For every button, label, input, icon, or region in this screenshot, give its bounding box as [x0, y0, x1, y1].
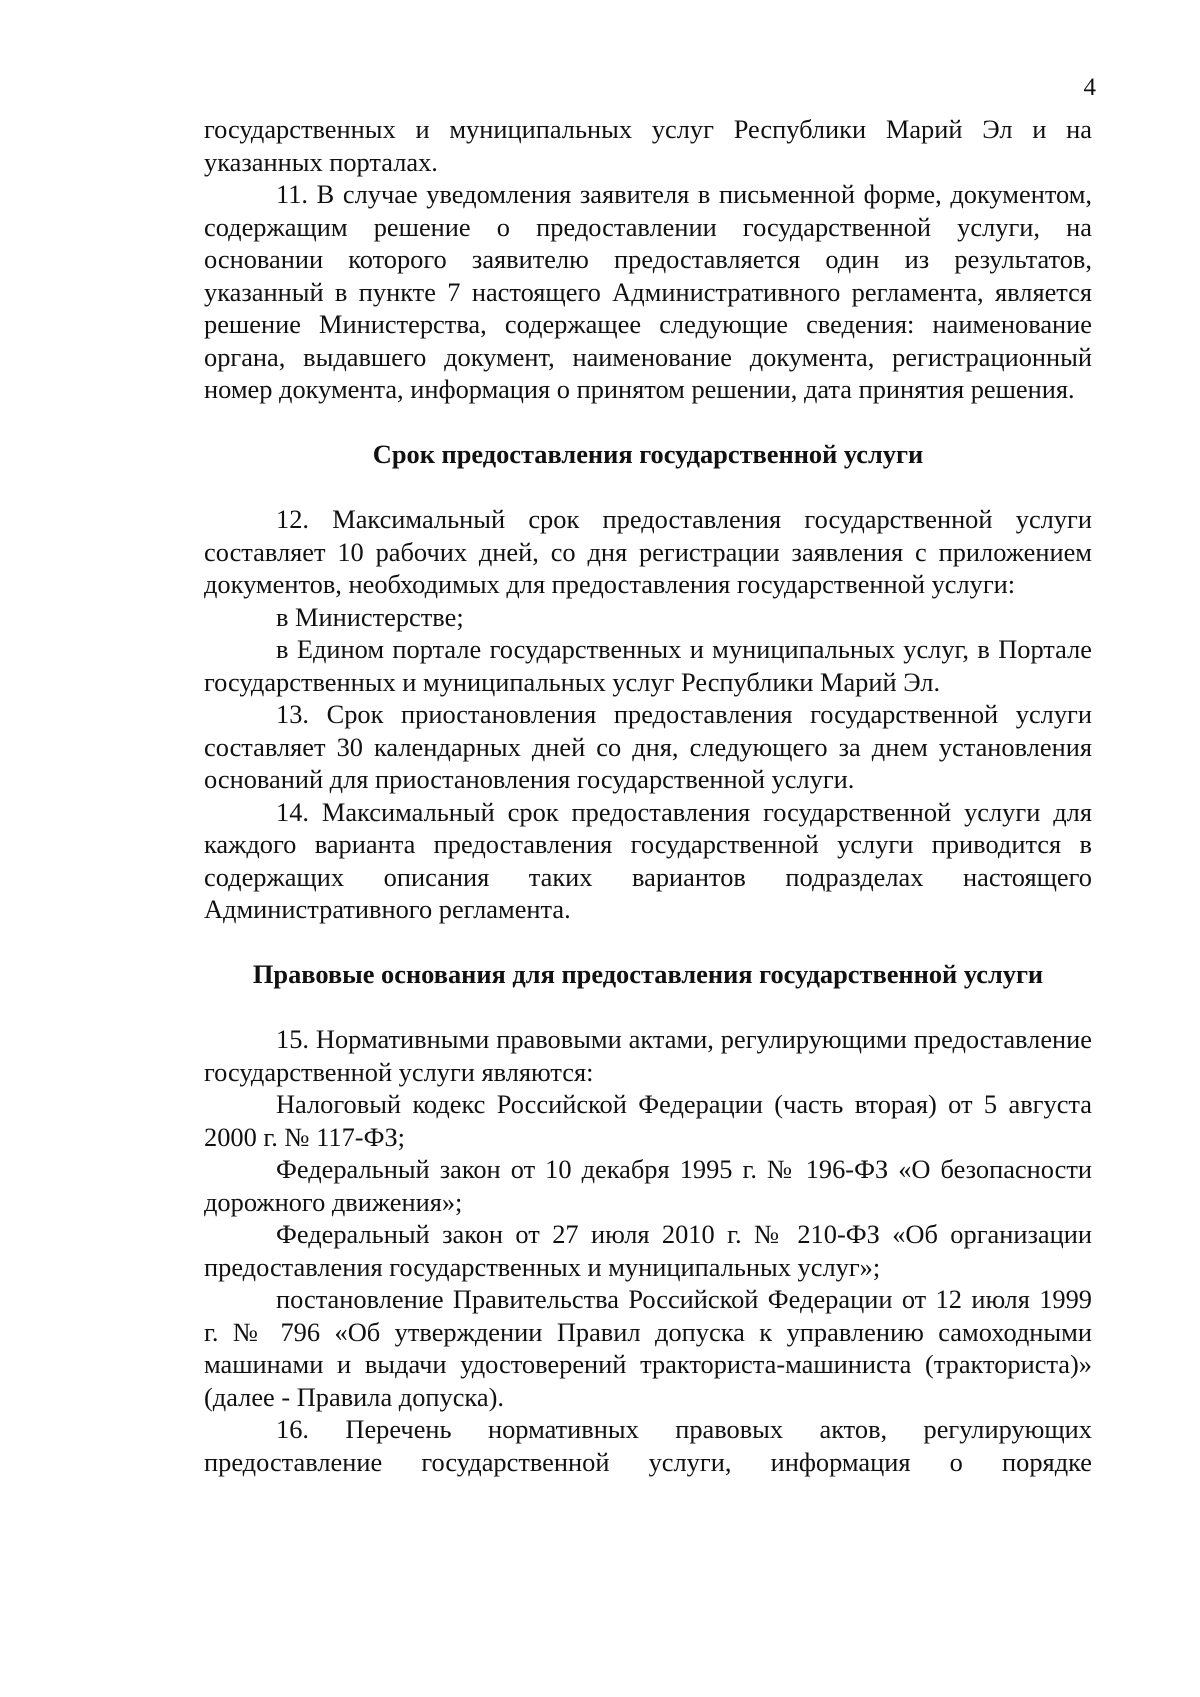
paragraph: 13. Срок приостановления предоставления государственной услуги составляет 30 календарных дней со дня, следующего за днем установления оснований для приостановления государственной услуги.: [204, 699, 1092, 794]
paragraph: в Министерстве;: [276, 601, 464, 632]
paragraph: Налоговый кодекс Российской Федерации (часть вторая) от 5 августа 2000 г. № 117-ФЗ;: [204, 1089, 1092, 1152]
paragraph: Федеральный закон от 27 июля 2010 г. № 210-ФЗ «Об организации предоставления государственных и муниципальных услуг»;: [204, 1219, 1092, 1282]
paragraph: 12. Максимальный срок предоставления государственной услуги составляет 10 рабочих дней, со дня регистрации заявления с приложением документов, необходимых для предоставления государственной услуги:: [204, 504, 1092, 599]
spacer: [204, 926, 1092, 959]
section-heading: Срок предоставления государственной услуги: [372, 439, 924, 469]
paragraph: 14. Максимальный срок предоставления государственной услуги для каждого варианта предоставления государственной услуги приводится в содержащих описания таких вариантов подразделах настоящего Административного регламента.: [204, 796, 1092, 924]
paragraph: 11. В случае уведомления заявителя в письменной форме, документом, содержащим решение о предоставлении государственной услуги, на основании которого заявителю предоставляется один из результатов, указанный в пункте 7 настоящего Административного регламента, является решение Министерства, содержащее следующие сведения: наименование органа, выдавшего документ, наименование документа, регистрационный номер документа, информация о принятом решении, дата принятия решения.: [204, 179, 1092, 404]
paragraph: Федеральный закон от 10 декабря 1995 г. № 196-ФЗ «О безопасности дорожного движения»;: [204, 1154, 1092, 1217]
paragraph: государственных и муниципальных услуг Республики Марий Эл и на указанных порталах.: [204, 114, 1092, 177]
spacer: [204, 471, 1092, 504]
document-body: [204, 113, 1092, 1478]
spacer: [204, 406, 1092, 439]
page-number: 4: [1083, 74, 1096, 101]
section-heading: Правовые основания для предоставления государственной услуги: [252, 959, 1044, 989]
paragraph: 16. Перечень нормативных правовых актов, регулирующих предоставление государственной услуги, информация о порядке: [204, 1414, 1092, 1477]
paragraph: в Едином портале государственных и муниципальных услуг, в Портале государственных и муниципальных услуг Республики Марий Эл.: [204, 634, 1092, 697]
paragraph: 15. Нормативными правовыми актами, регулирующими предоставление государственной услуги являются:: [204, 1024, 1092, 1087]
spacer: [204, 991, 1092, 1024]
paragraph: постановление Правительства Российской Федерации от 12 июля 1999 г. № 796 «Об утверждении Правил допуска к управлению самоходными машинами и выдачи удостоверений тракториста-машиниста (тракториста)» (далее - Правила допуска).: [204, 1284, 1092, 1412]
